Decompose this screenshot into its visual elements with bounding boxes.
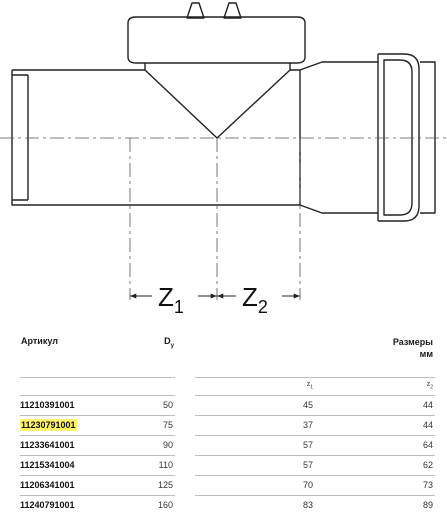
- table-row: [20, 495, 435, 515]
- table-row: [20, 415, 435, 435]
- cap-knob: [187, 3, 241, 18]
- header-z2: $z_2$: [325, 377, 435, 395]
- table-row: [20, 395, 435, 415]
- dn-value: 110: [106, 455, 175, 475]
- z1-value: 57: [195, 435, 315, 455]
- table-row: [20, 475, 435, 495]
- dn-value: 50: [106, 395, 175, 415]
- z1-value: 83: [195, 495, 315, 515]
- pipe-body: [12, 70, 300, 205]
- dn-value: 90: [106, 435, 175, 455]
- article-number: 11206341001: [20, 480, 75, 490]
- z2-value: 44: [325, 395, 435, 415]
- spec-table: [20, 334, 435, 515]
- header-dims: Размеры мм: [392, 337, 433, 359]
- cap-neck: [145, 63, 290, 70]
- z1-value: 70: [195, 475, 315, 495]
- header-z1: $z_1$: [195, 377, 315, 395]
- dim-label-z1: $Z_1$: [158, 282, 184, 317]
- table-subheader: [20, 377, 435, 395]
- z2-value: 44: [325, 415, 435, 435]
- header-dn: $D_y$: [164, 336, 174, 349]
- z1-value: 57: [195, 455, 315, 475]
- table-row: [20, 435, 435, 455]
- article-number: 11240791001: [20, 500, 75, 510]
- z1-value: 45: [195, 395, 315, 415]
- table-row: [20, 455, 435, 475]
- z2-value: 64: [325, 435, 435, 455]
- z2-value: 89: [325, 495, 435, 515]
- table-header: [20, 334, 435, 361]
- z2-value: 73: [325, 475, 435, 495]
- article-number: 11215341004: [20, 460, 75, 470]
- dn-value: 125: [106, 475, 175, 495]
- z2-value: 62: [325, 455, 435, 475]
- dim-label-z2: $Z_2$: [242, 282, 268, 317]
- dn-value: 160: [106, 495, 175, 515]
- dn-value: 75: [106, 415, 175, 435]
- article-number: 11230791001: [21, 420, 76, 430]
- article-number: 11233641001: [20, 440, 75, 450]
- revision-cap: [128, 17, 305, 63]
- header-article: Артикул: [21, 336, 58, 346]
- article-number: 11210391001: [20, 400, 75, 410]
- z1-value: 37: [195, 415, 315, 435]
- branch-v: [145, 70, 290, 138]
